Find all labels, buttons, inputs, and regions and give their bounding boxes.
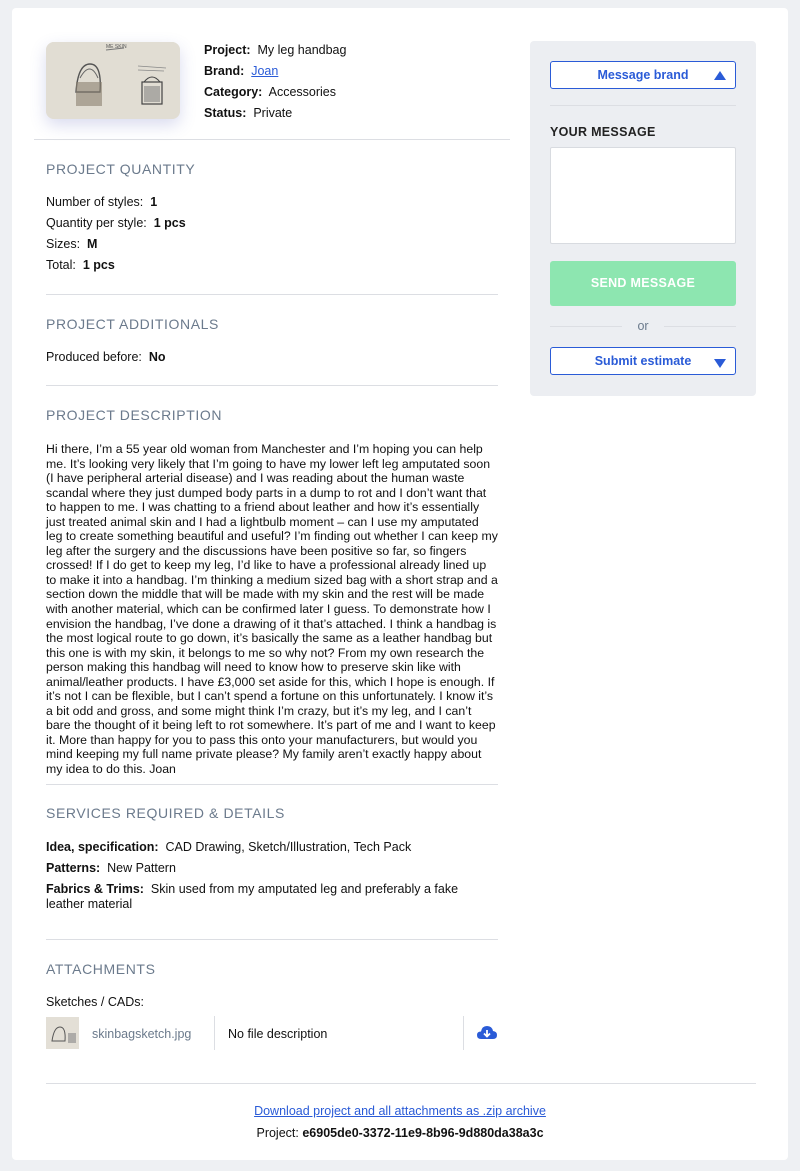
attachment-description: No file description (228, 1027, 328, 1041)
attachment-filename[interactable]: skinbagsketch.jpg (92, 1027, 192, 1041)
or-label: or (637, 319, 649, 333)
produced-before-label: Produced before: (46, 350, 142, 364)
column-divider (214, 1016, 215, 1050)
row-value: 1 pcs (82, 258, 115, 272)
section-title-quantity: PROJECT QUANTITY (46, 161, 196, 177)
quantity-row (46, 255, 186, 276)
or-divider-right (664, 326, 736, 327)
row-label: Number of styles: (46, 195, 144, 209)
additionals-row (46, 347, 166, 368)
attachment-row (46, 1016, 498, 1052)
divider (46, 784, 498, 785)
divider (46, 294, 498, 295)
row-label: Sizes: (46, 237, 81, 251)
row-value: M (87, 237, 98, 251)
section-title-services: SERVICES REQUIRED & DETAILS (46, 805, 285, 821)
service-row (46, 840, 498, 855)
attachment-thumbnail[interactable] (46, 1017, 79, 1049)
service-value: New Pattern (107, 861, 176, 875)
your-message-label: YOUR MESSAGE (550, 125, 656, 139)
project-card (12, 8, 788, 1160)
brand-row (204, 61, 346, 82)
submit-estimate-label: Submit estimate (594, 354, 692, 368)
project-name: My leg handbag (257, 43, 347, 57)
service-value: CAD Drawing, Sketch/Illustration, Tech Pack (165, 840, 412, 854)
service-row (46, 861, 498, 876)
project-id-label: Project: (256, 1126, 299, 1140)
category-label: Category: (204, 85, 263, 99)
service-label: Patterns: (46, 861, 101, 875)
download-zip-link[interactable]: Download project and all attachments as .zip archive (254, 1104, 546, 1118)
service-label: Idea, specification: (46, 840, 159, 854)
column-divider (463, 1016, 464, 1050)
row-value: 1 (150, 195, 158, 209)
row-value: 1 pcs (153, 216, 186, 230)
divider (34, 139, 510, 140)
row-label: Quantity per style: (46, 216, 147, 230)
status-label: Status: (204, 106, 247, 120)
attachments-group-label: Sketches / CADs: (46, 995, 144, 1009)
send-message-button[interactable]: SEND MESSAGE (550, 261, 736, 306)
project-name-row (204, 40, 346, 61)
section-title-description: PROJECT DESCRIPTION (46, 407, 223, 423)
category-value: Accessories (268, 85, 336, 99)
section-title-attachments: ATTACHMENTS (46, 961, 156, 977)
submit-estimate-button[interactable] (550, 347, 736, 375)
divider (46, 385, 498, 386)
sketch-image (46, 42, 180, 119)
service-label: Fabrics & Trims: (46, 882, 144, 896)
project-label: Project: (204, 43, 251, 57)
svg-text:ME SKIN: ME SKIN (106, 44, 127, 50)
row-label: Total: (46, 258, 76, 272)
message-panel (530, 41, 756, 396)
divider (46, 939, 498, 940)
produced-before-value: No (148, 350, 166, 364)
divider (46, 1083, 756, 1084)
service-row (46, 882, 498, 912)
quantity-row (46, 192, 186, 213)
cloud-download-icon[interactable] (476, 1024, 498, 1042)
image-icon (46, 1017, 79, 1049)
quantity-row (46, 213, 186, 234)
project-id: e6905de0-3372-11e9-8b96-9d880da38a3c (302, 1126, 544, 1140)
brand-label: Brand: (204, 64, 245, 78)
quantity-list (46, 192, 186, 276)
message-brand-label: Message brand (597, 68, 689, 82)
category-row (204, 82, 346, 103)
message-textarea[interactable] (550, 147, 736, 244)
chevron-down-icon (714, 359, 726, 368)
project-description-text: Hi there, I’m a 55 year old woman from Manchester and I’m hoping you can help me. It’s looking very likely that I’m going to have my lower left leg amputated soon (I have peripheral arterial disease) and I was reading about the human waste scandal where they just dumped body parts in a dump to rot and I don’t want that to happen to me. I was chatting to a friend about leather and how it’s essentially just treated animal skin and I had a lightbulb moment – can I use my amputated leg to create something beautiful and useful? I’m finding out whether I can keep my leg after the surgery and the discussions have been positive so far, so fingers crossed! If I do get to keep my leg, I’d like to have a professional already lined up to make it into a handbag. I’m thinking a medium sized bag with a short strap and a section down the middle that will be made with my skin and the rest will be made with another material, which can be confirmed later I guess. To demonstrate how I envision the handbag, I’ve done a drawing of it that’s attached. I think a handbag is the most logical route to go down, it’s basically the same as a leather handbag but this one is with my skin, it belongs to me so why not? From my own research the person making this handbag will need to know how to preserve skin like with animal/leather products. I have £3,000 set aside for this, which I hope is enough. If it’s not I can be flexible, but I can’t spend a fortune on this unfortunately. I know it’s a bit odd and gross, and some might think I’m crazy, but it’s my leg, and I can’t bare the thought of it being left to rot somewhere. It’s part of me and I want to keep it. More than happy for you to pass this onto your manufacturers, but would you mind keeping my full name private please? My family aren’t exactly happy about my idea to do this. Joan (46, 442, 498, 777)
divider (550, 105, 736, 106)
project-thumbnail[interactable] (46, 42, 180, 119)
status-row (204, 103, 346, 124)
message-brand-button[interactable] (550, 61, 736, 89)
brand-link[interactable]: Joan (251, 64, 279, 78)
service-value: Skin used from my amputated leg and preferably a fake leather material (46, 882, 459, 911)
project-id-row (12, 1126, 788, 1140)
project-meta (204, 40, 346, 124)
status-value: Private (253, 106, 293, 120)
quantity-row (46, 234, 186, 255)
section-title-additionals: PROJECT ADDITIONALS (46, 316, 219, 332)
chevron-up-icon (714, 71, 726, 80)
